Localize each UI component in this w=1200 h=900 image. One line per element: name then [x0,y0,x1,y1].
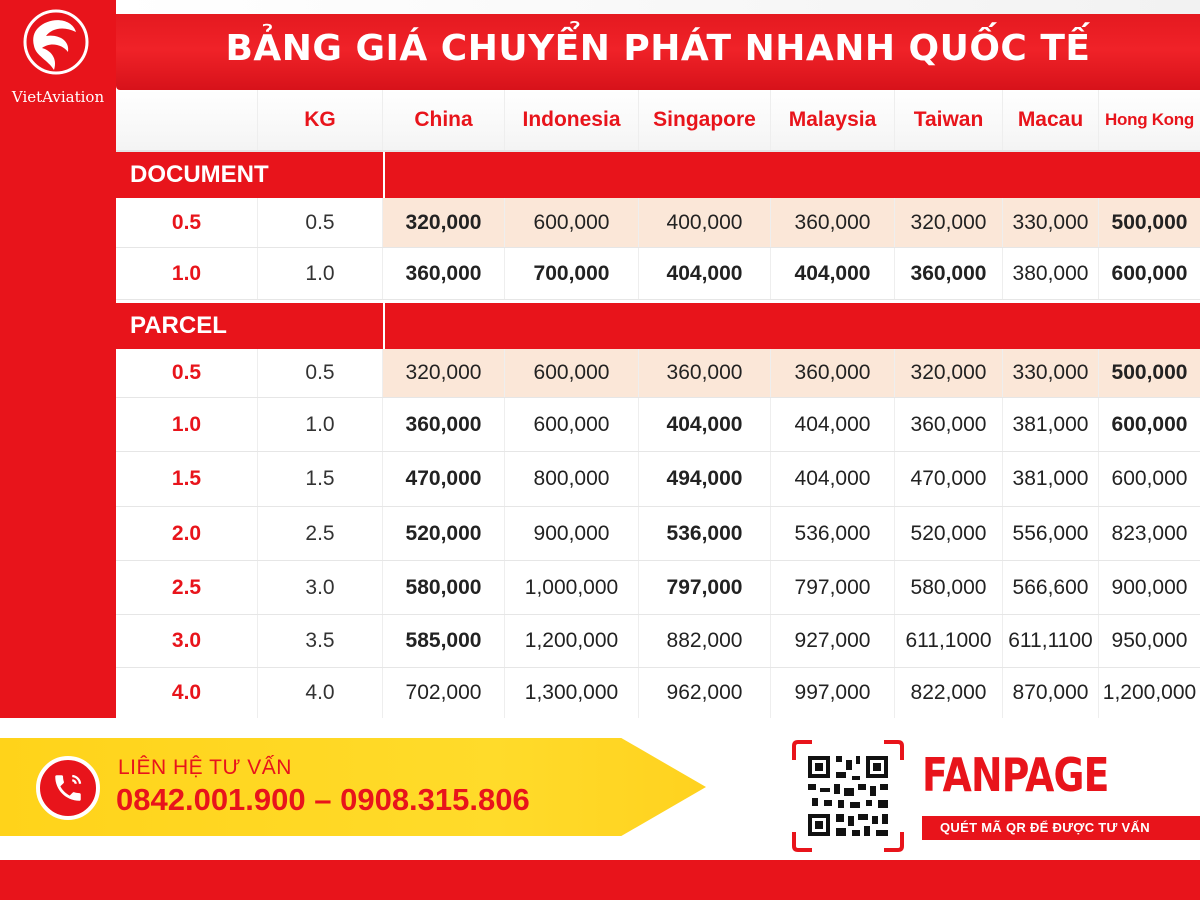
table-cell: 404,000 [639,398,771,451]
table-row [116,507,1200,561]
table-cell: 1,200,000 [505,615,639,667]
table-cell: 1,300,000 [505,668,639,718]
table-row [116,668,1200,718]
table-cell: 470,000 [383,452,505,506]
table-cell: 0.5 [258,198,383,247]
table-cell: 1.5 [258,452,383,506]
table-row [116,452,1200,507]
page-title: BẢNG GIÁ CHUYỂN PHÁT NHANH QUỐC TẾ [225,28,1091,69]
table-cell: 520,000 [383,507,505,560]
section-divider [385,152,1200,198]
table-cell: 404,000 [771,398,895,451]
header-macau: Macau [1003,90,1099,150]
qr-code-icon[interactable] [790,738,906,854]
table-cell: 320,000 [383,349,505,397]
table-cell: 600,000 [505,398,639,451]
table-row [116,248,1200,300]
table-cell: 381,000 [1003,452,1099,506]
table-cell: 3.5 [258,615,383,667]
header-taiwan: Taiwan [895,90,1003,150]
table-cell: 404,000 [771,248,895,299]
table-cell: 500,000 [1099,198,1200,247]
section-row-document [116,152,1200,198]
table-cell: 320,000 [895,349,1003,397]
table-cell: 1.0 [116,398,258,451]
brand-sidebar [0,0,116,718]
table-cell: 360,000 [771,349,895,397]
table-cell: 330,000 [1003,198,1099,247]
table-cell: 360,000 [639,349,771,397]
table-cell: 800,000 [505,452,639,506]
price-table [116,90,1200,718]
table-cell: 822,000 [895,668,1003,718]
section-divider [385,303,1200,349]
table-cell: 566,600 [1003,561,1099,614]
table-cell: 400,000 [639,198,771,247]
table-cell: 556,000 [1003,507,1099,560]
table-cell: 404,000 [639,248,771,299]
table-cell: 360,000 [383,248,505,299]
table-cell: 797,000 [639,561,771,614]
table-cell: 4.0 [258,668,383,718]
table-row [116,198,1200,248]
table-cell: 381,000 [1003,398,1099,451]
table-cell: 600,000 [1111,412,1188,436]
table-cell: 520,000 [895,507,1003,560]
table-cell: 360,000 [895,248,1003,299]
table-header-row [116,90,1200,152]
fanpage-title[interactable]: FANPAGE [922,748,1109,802]
section-label: PARCEL [116,303,383,349]
table-cell: 320,000 [895,198,1003,247]
table-cell: 1.0 [258,248,383,299]
phone-icon[interactable] [36,756,100,820]
table-cell: 702,000 [383,668,505,718]
qr-note-text: QUÉT MÃ QR ĐỂ ĐƯỢC TƯ VẤN [940,820,1150,835]
table-cell: 882,000 [639,615,771,667]
header-china: China [383,90,505,150]
table-cell: 360,000 [771,198,895,247]
table-cell: 600,000 [1111,261,1188,285]
table-cell: 3.0 [258,561,383,614]
table-cell: 950,000 [1111,629,1188,652]
table-cell: 797,000 [771,561,895,614]
table-cell: 1,200,000 [1102,681,1197,704]
table-cell: 470,000 [895,452,1003,506]
table-cell: 404,000 [771,452,895,506]
table-cell: 600,000 [505,198,639,247]
table-cell: 0.5 [116,198,258,247]
table-cell: 3.0 [116,615,258,667]
table-cell: 580,000 [895,561,1003,614]
contact-phone-numbers[interactable]: 0842.001.900 – 0908.315.806 [116,782,530,817]
footer-bar [0,860,1200,900]
table-cell: 600,000 [1111,467,1188,490]
table-cell: 360,000 [383,398,505,451]
header-singapore: Singapore [639,90,771,150]
table-cell: 1.0 [116,248,258,299]
header-indonesia: Indonesia [505,90,639,150]
table-cell: 580,000 [383,561,505,614]
table-cell: 330,000 [1003,349,1099,397]
table-cell: 600,000 [505,349,639,397]
table-cell: 611,1000 [895,615,1003,667]
table-cell: 1.5 [116,452,258,506]
phoenix-logo-icon [20,6,92,82]
table-cell: 823,000 [1111,521,1188,545]
header-weight [116,90,258,150]
table-cell: 536,000 [771,507,895,560]
table-cell: 927,000 [771,615,895,667]
header-hong-kong: Hong Kong [1105,110,1194,129]
table-cell: 900,000 [1111,575,1188,599]
table-cell: 611,1100 [1003,615,1099,667]
table-cell: 962,000 [639,668,771,718]
table-cell: 500,000 [1099,349,1200,397]
table-cell: 870,000 [1003,668,1099,718]
table-cell: 900,000 [505,507,639,560]
table-cell: 536,000 [639,507,771,560]
table-cell: 1.0 [258,398,383,451]
table-cell: 4.0 [116,668,258,718]
table-row [116,561,1200,615]
table-cell: 997,000 [771,668,895,718]
title-banner [116,0,1200,90]
table-cell: 2.5 [116,561,258,614]
table-cell: 0.5 [116,349,258,397]
header-malaysia: Malaysia [771,90,895,150]
section-row-parcel [116,303,1200,349]
table-row [116,615,1200,668]
brand-name: VietAviation [11,88,105,106]
table-cell: 1,000,000 [505,561,639,614]
table-cell: 380,000 [1003,248,1099,299]
table-cell: 0.5 [258,349,383,397]
table-cell: 494,000 [639,452,771,506]
table-cell: 360,000 [895,398,1003,451]
table-cell: 2.0 [116,507,258,560]
table-cell: 2.5 [258,507,383,560]
table-cell: 585,000 [383,615,505,667]
section-label: DOCUMENT [116,152,383,198]
table-cell: 700,000 [505,248,639,299]
table-row [116,349,1200,398]
table-row [116,398,1200,452]
table-cell: 320,000 [383,198,505,247]
contact-label: LIÊN HỆ TƯ VẤN [118,756,292,779]
header-kg: KG [258,90,383,150]
